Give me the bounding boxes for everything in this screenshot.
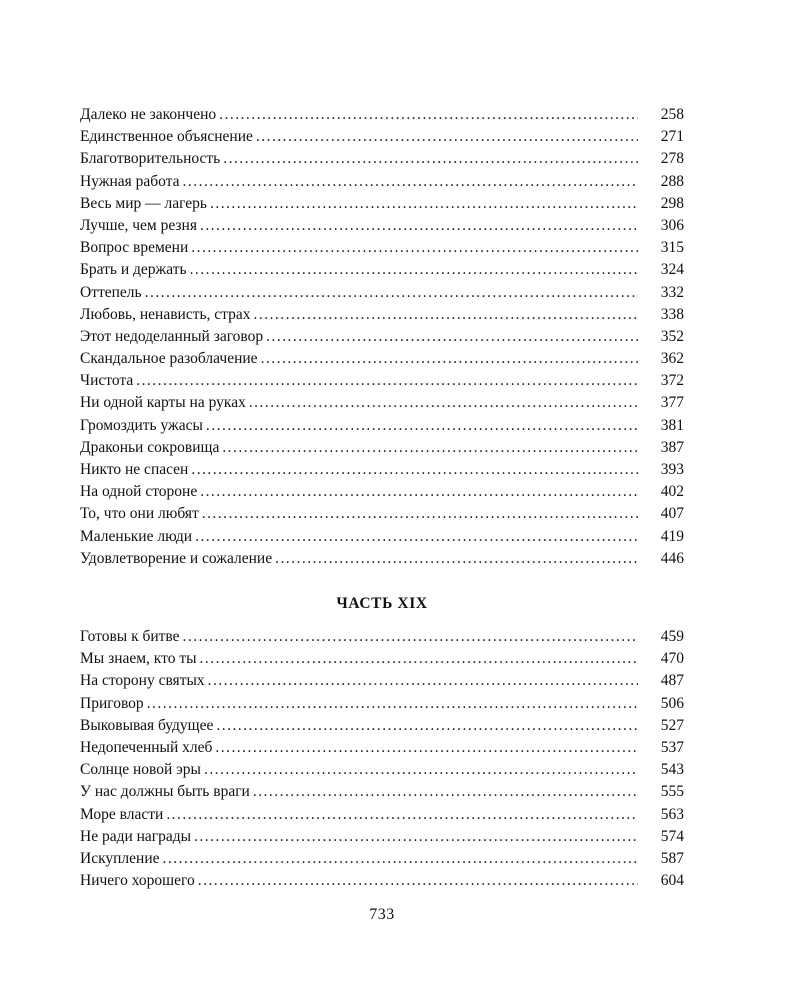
toc-entry-page-number: 381 — [660, 416, 684, 434]
dot-leader — [195, 526, 638, 548]
toc-entry-page-number: 487 — [660, 672, 684, 690]
toc-entry-title: Недопеченный хлеб — [80, 738, 213, 756]
toc-entry — [80, 481, 684, 503]
toc-entry-page-number: 377 — [660, 394, 684, 412]
toc-entry-page-number: 543 — [660, 761, 684, 779]
dot-leader — [208, 670, 638, 692]
toc-entry-page-number: 604 — [660, 872, 684, 890]
toc-entry — [80, 237, 684, 259]
toc-entry — [80, 304, 684, 326]
dot-leader — [222, 437, 638, 459]
toc-entry-title: Чистота — [80, 372, 134, 390]
toc-list — [80, 104, 684, 570]
toc-entry — [80, 215, 684, 237]
toc-entry-title: Нужная работа — [80, 172, 180, 190]
dot-leader — [249, 392, 638, 414]
dot-leader — [202, 503, 638, 525]
toc-entry — [80, 282, 684, 304]
toc-entry-title: Не ради награды — [80, 827, 192, 845]
toc-entry-title: Ничего хорошего — [80, 872, 195, 890]
dot-leader — [216, 715, 638, 737]
toc-entry-page-number: 470 — [660, 650, 684, 668]
toc-entry-title: Далеко не закончено — [80, 106, 217, 123]
toc-entry-title: Искупление — [80, 849, 160, 867]
toc-entry-title: Удовлетворение и сожаление — [80, 549, 273, 567]
dot-leader — [183, 171, 638, 193]
toc-entry-title: Весь мир — лагерь — [80, 194, 207, 212]
toc-entry-page-number: 527 — [660, 716, 684, 734]
toc-entry-page-number: 332 — [660, 283, 684, 301]
toc-entry-title: Драконьи сокровища — [80, 438, 220, 456]
toc-section-1 — [80, 104, 684, 570]
dot-leader — [200, 648, 638, 670]
toc-entry — [80, 848, 684, 870]
toc-entry-title: Единственное объяснение — [80, 128, 253, 146]
dot-leader — [136, 370, 638, 392]
toc-entry-title: То, что они любят — [80, 505, 199, 523]
toc-entry-title: Благотворительность — [80, 150, 221, 168]
toc-entry — [80, 737, 684, 759]
toc-entry — [80, 626, 684, 648]
dot-leader — [166, 804, 638, 826]
toc-entry-page-number: 459 — [660, 628, 684, 645]
dot-leader — [200, 481, 638, 503]
toc-entry-page-number: 372 — [660, 372, 684, 390]
toc-entry-title: Вопрос времени — [80, 239, 189, 257]
toc-entry-title: Этот недоделанный заговор — [80, 327, 264, 345]
toc-entry-page-number: 393 — [660, 461, 684, 478]
toc-entry-title: Громоздить ужасы — [80, 416, 203, 434]
toc-entry — [80, 781, 684, 803]
dot-leader — [191, 459, 638, 481]
toc-entry-page-number: 506 — [660, 694, 684, 712]
toc-entry — [80, 415, 684, 437]
toc-entry — [80, 370, 684, 392]
toc-entry — [80, 392, 684, 414]
toc-entry-page-number: 446 — [660, 549, 684, 567]
toc-entry-title: Ни одной карты на руках — [80, 394, 246, 412]
dot-leader — [215, 737, 638, 759]
toc-entry-title: Готовы к битве — [80, 628, 180, 645]
dot-leader — [206, 415, 638, 437]
toc-entry-page-number: 352 — [660, 327, 684, 345]
dot-leader — [183, 626, 638, 648]
toc-entry-page-number: 419 — [660, 527, 684, 545]
toc-entry — [80, 104, 684, 126]
toc-entry — [80, 126, 684, 148]
toc-entry — [80, 670, 684, 692]
toc-entry — [80, 326, 684, 348]
dot-leader — [253, 781, 638, 803]
dot-leader — [145, 282, 638, 304]
toc-entry-title: Море власти — [80, 805, 164, 823]
toc-entry-page-number: 407 — [660, 505, 684, 523]
toc-entry — [80, 437, 684, 459]
toc-entry — [80, 526, 684, 548]
dot-leader — [191, 237, 638, 259]
toc-entry — [80, 503, 684, 525]
toc-entry — [80, 804, 684, 826]
dot-leader — [198, 870, 638, 892]
toc-entry — [80, 193, 684, 215]
dot-leader — [266, 326, 638, 348]
dot-leader — [261, 348, 638, 370]
toc-entry — [80, 171, 684, 193]
toc-entry — [80, 826, 684, 848]
toc-entry-page-number: 338 — [660, 305, 684, 323]
toc-entry — [80, 715, 684, 737]
toc-entry — [80, 870, 684, 892]
toc-entry-page-number: 537 — [660, 738, 684, 756]
toc-entry-title: Скандальное разоблачение — [80, 350, 258, 368]
toc-entry-title: Лучше, чем резня — [80, 216, 197, 234]
dot-leader — [163, 848, 638, 870]
toc-list — [80, 626, 684, 892]
toc-entry-page-number: 278 — [660, 150, 684, 168]
dot-leader — [256, 126, 638, 148]
dot-leader — [147, 693, 638, 715]
toc-entry-page-number: 402 — [660, 483, 684, 501]
dot-leader — [200, 215, 638, 237]
toc-entry-page-number: 271 — [660, 128, 684, 146]
toc-entry-title: Выковывая будущее — [80, 716, 214, 734]
toc-entry-title: Никто не спасен — [80, 461, 189, 478]
dot-leader — [210, 193, 638, 215]
toc-entry-title: Брать и держать — [80, 261, 187, 279]
toc-entry — [80, 648, 684, 670]
toc-entry-title: Оттепель — [80, 283, 142, 301]
toc-entry-page-number: 563 — [660, 805, 684, 823]
toc-entry-title: Любовь, ненависть, страх — [80, 305, 251, 323]
toc-entry-title: У нас должны быть враги — [80, 783, 250, 801]
toc-entry — [80, 548, 684, 570]
toc-entry — [80, 148, 684, 170]
toc-entry-page-number: 387 — [660, 438, 684, 456]
toc-entry-page-number: 574 — [660, 827, 684, 845]
toc-entry — [80, 459, 684, 481]
toc-entry-page-number: 306 — [660, 216, 684, 234]
toc-entry — [80, 348, 684, 370]
toc-entry-title: На одной стороне — [80, 483, 198, 501]
toc-entry-page-number: 288 — [660, 172, 684, 190]
toc-entry — [80, 693, 684, 715]
toc-entry — [80, 759, 684, 781]
toc-entry-title: Маленькие люди — [80, 527, 193, 545]
toc-entry-title: Мы знаем, кто ты — [80, 650, 197, 668]
toc-entry-page-number: 555 — [660, 783, 684, 801]
dot-leader — [219, 104, 638, 126]
dot-leader — [223, 148, 638, 170]
toc-entry-page-number: 315 — [660, 239, 684, 257]
toc-entry-title: На сторону святых — [80, 672, 205, 690]
dot-leader — [190, 259, 638, 281]
toc-entry-page-number: 324 — [660, 261, 684, 279]
toc-entry-page-number: 362 — [660, 350, 684, 368]
dot-leader — [275, 548, 638, 570]
toc-entry-title: Приговор — [80, 694, 144, 712]
toc-entry-page-number: 298 — [660, 194, 684, 212]
toc-entry-title: Солнце новой эры — [80, 761, 201, 779]
dot-leader — [254, 304, 638, 326]
dot-leader — [194, 826, 638, 848]
toc-entry-page-number: 258 — [660, 106, 684, 123]
dot-leader — [204, 759, 638, 781]
part-heading: ЧАСТЬ XIX — [336, 595, 428, 612]
toc-entry — [80, 259, 684, 281]
page-number: 733 — [369, 906, 395, 923]
toc-entry-page-number: 587 — [660, 849, 684, 867]
